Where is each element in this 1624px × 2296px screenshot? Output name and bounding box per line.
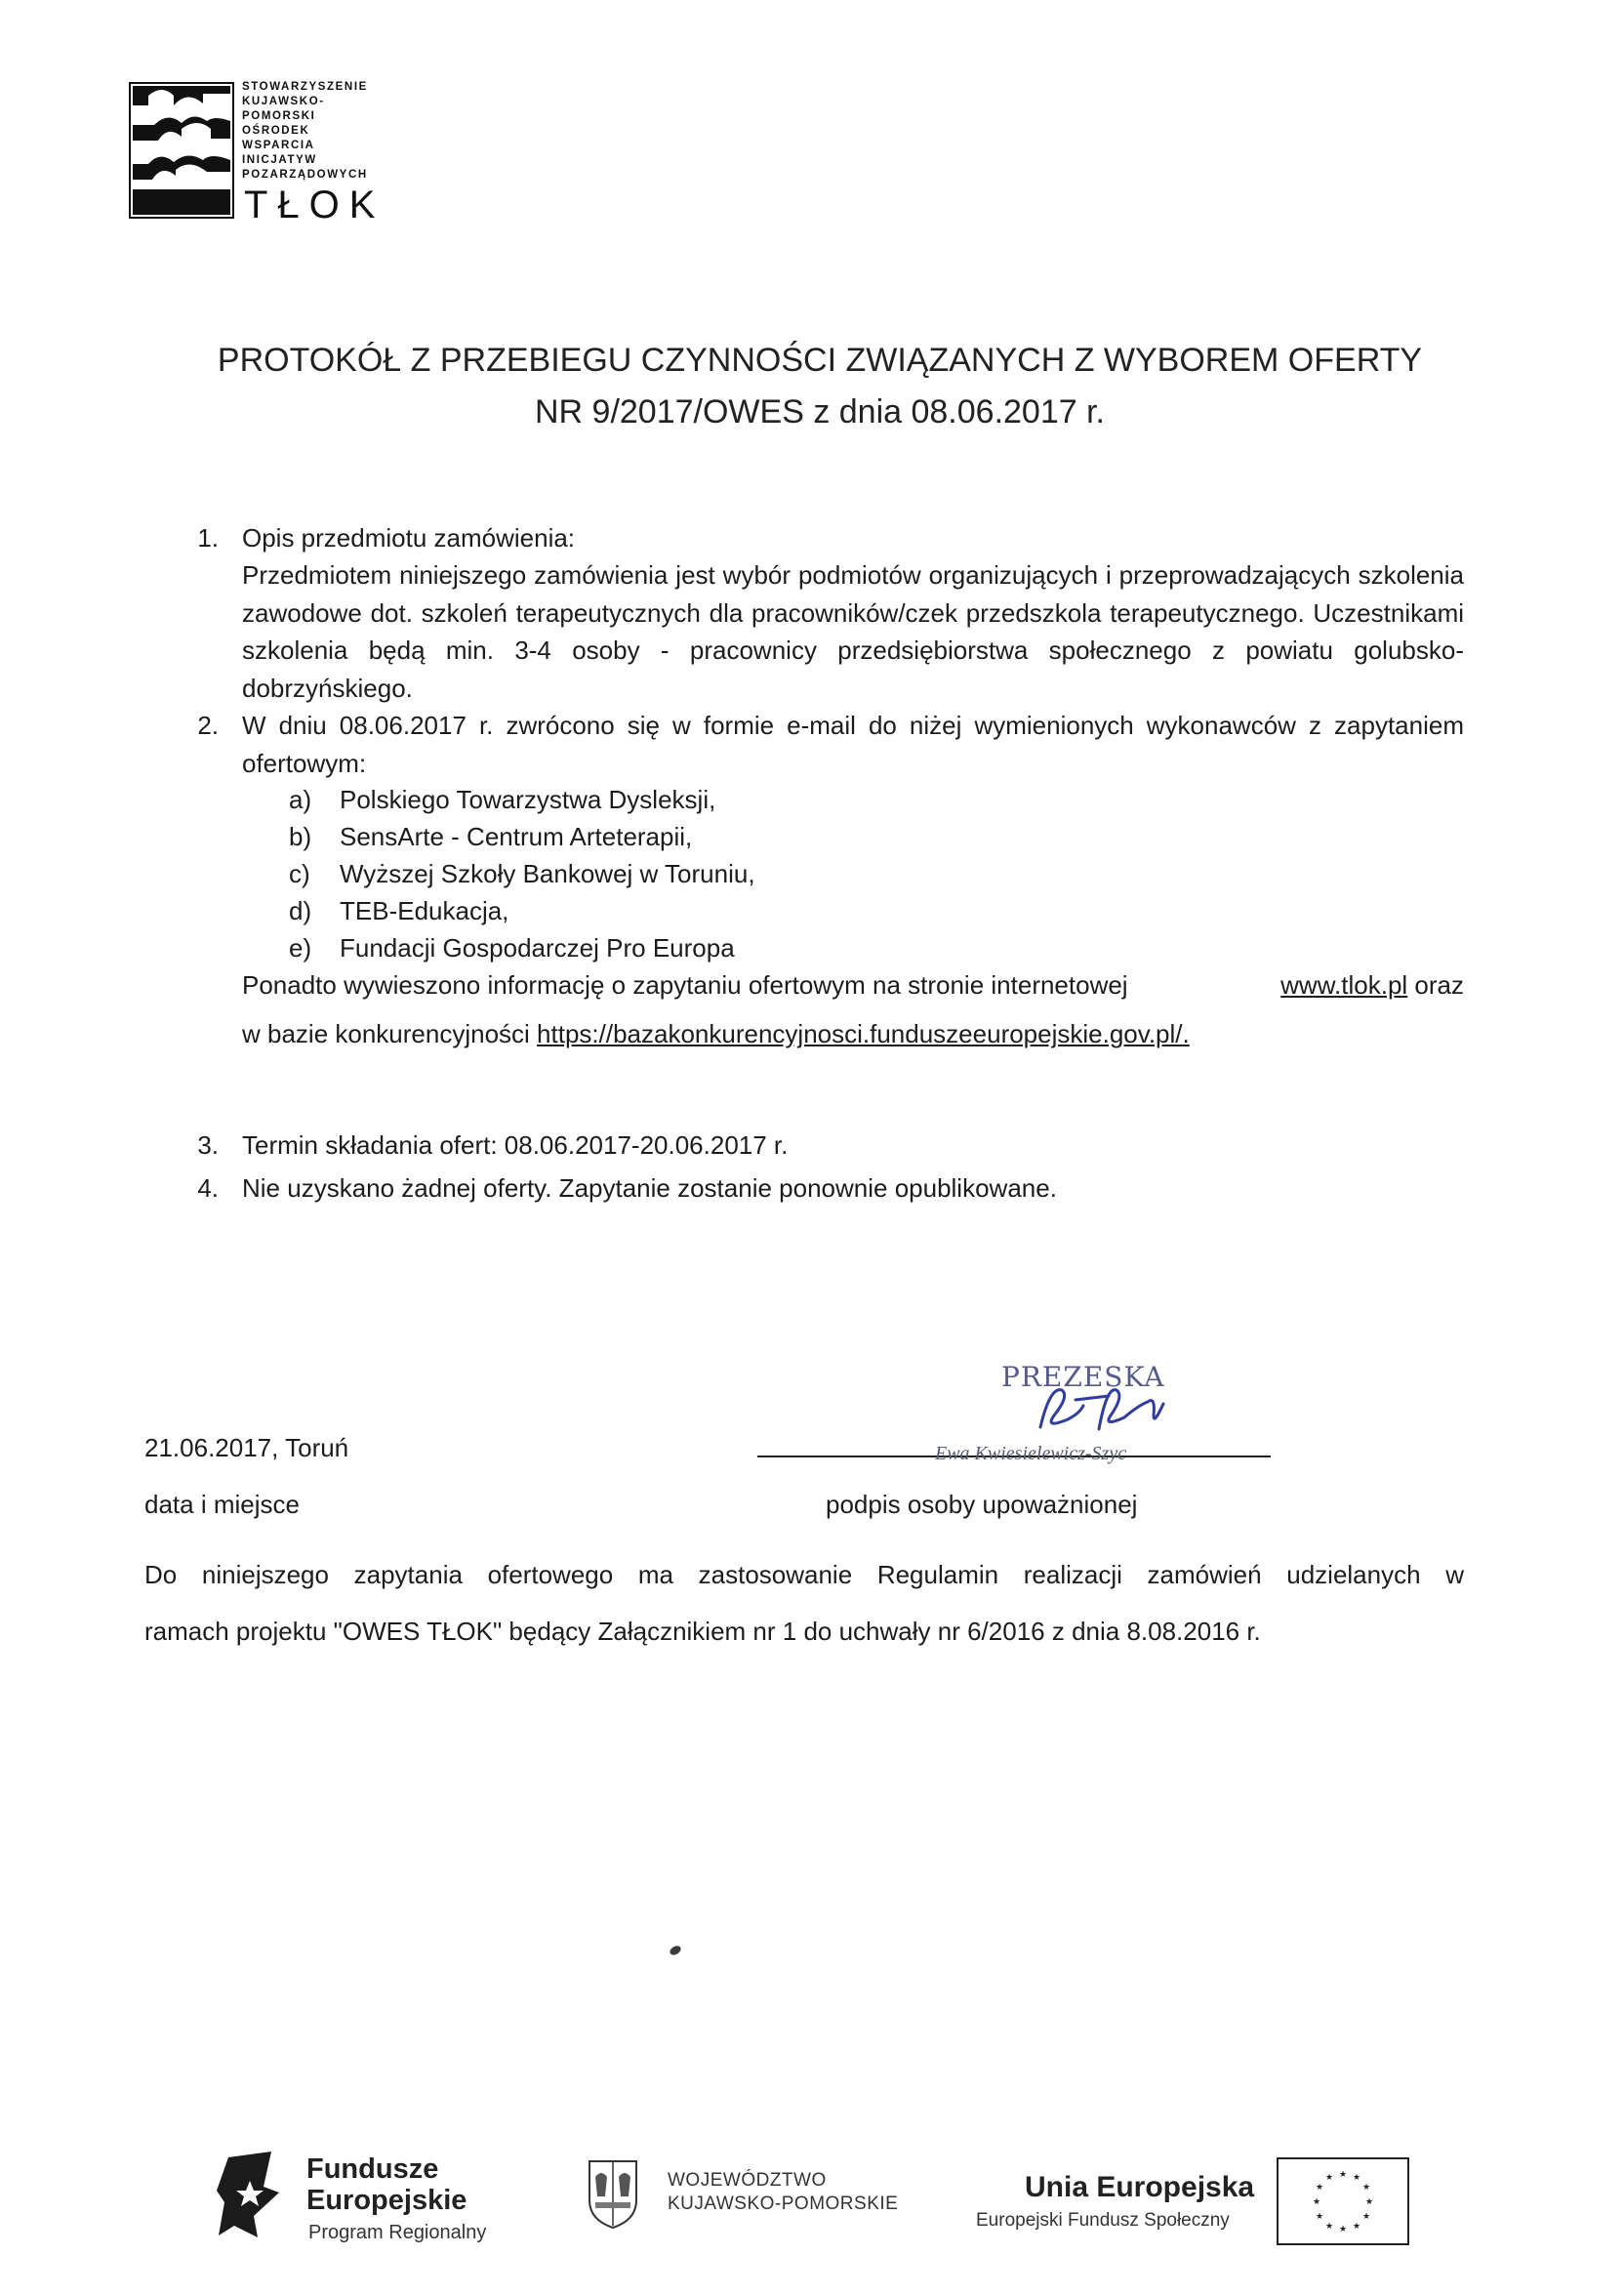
baza-link[interactable]: https://bazakonkurencyjnosci.funduszeeuropejskie.gov.pl/. [537, 1019, 1190, 1048]
fundusze-europejskie-icon [215, 2148, 285, 2241]
item-number: 4. [197, 1173, 219, 1203]
voivodeship-coat-of-arms-icon [586, 2157, 640, 2230]
svg-text:★: ★ [1338, 2170, 1348, 2180]
svg-text:★: ★ [1315, 2212, 1324, 2222]
date-place: 21.06.2017, Toruń [144, 1433, 349, 1462]
subitem-text: Wyższej Szkoły Bankowej w Toruniu, [340, 859, 755, 888]
subitem-label: e) [289, 933, 312, 963]
signature-label: podpis osoby upoważnionej [826, 1490, 1138, 1519]
subitem-text: Polskiego Towarzystwa Dysleksji, [340, 785, 716, 814]
publication-info-2 [242, 1015, 1190, 1053]
date-place-label: data i miejsce [144, 1490, 300, 1519]
document-title-line1: PROTOKÓŁ Z PRZEBIEGU CZYNNOŚCI ZWIĄZANYCH Z WYBOREM OFERTY [217, 342, 1423, 379]
woj-line2: KUJAWSKO-POMORSKIE [668, 2194, 899, 2214]
svg-text:★: ★ [1352, 2173, 1361, 2183]
publication-text: Ponadto wywieszono informację o zapytaniu ofertowym na stronie internetowej [242, 970, 1128, 1000]
logo-line: INICJATYW [242, 154, 317, 166]
subitem-label: d) [289, 896, 312, 925]
closing-line2: ramach projektu "OWES TŁOK" będący Załącznikiem nr 1 do uchwały nr 6/2016 z dnia 8.08.2016 r. [144, 1617, 1261, 1646]
woj-line1: WOJEWÓDZTWO [668, 2170, 827, 2191]
svg-text:★: ★ [1364, 2197, 1374, 2207]
logo-text [242, 80, 368, 183]
svg-text:★: ★ [1361, 2183, 1371, 2193]
logo-line: WSPARCIA [242, 140, 315, 151]
item-number: 3. [197, 1130, 219, 1160]
item-text: Termin składania ofert: 08.06.2017-20.06.2017 r. [242, 1130, 789, 1160]
logo-name: TŁOK [244, 184, 386, 226]
publication-text: w bazie konkurencyjności [242, 1019, 530, 1048]
logo-line: POMORSKI [242, 110, 316, 122]
tlok-logo-icon [129, 82, 234, 219]
svg-text:★: ★ [1324, 2222, 1334, 2232]
svg-text:★: ★ [1352, 2222, 1361, 2232]
logo-line: POZARZĄDOWYCH [242, 169, 368, 181]
fe-sub: Program Regionalny [308, 2222, 487, 2243]
logo-line: STOWARZYSZENIE [242, 81, 368, 93]
item-text: Nie uzyskano żadnej oferty. Zapytanie zostanie ponownie opublikowane. [242, 1173, 1057, 1203]
svg-text:★: ★ [1312, 2197, 1321, 2207]
ue-line1: Unia Europejska [1025, 2171, 1255, 2203]
eu-stars-icon [1279, 2159, 1407, 2243]
logo-line: OŚRODEK [242, 125, 310, 137]
svg-text:★: ★ [1361, 2212, 1371, 2222]
handwritten-signature [982, 1367, 1177, 1445]
item-text: Przedmiotem niniejszego zamówienia jest wybór podmiotów organizujących i przeprowadzających szkolenia zawodowe dot. szkoleń terapeutycznych dla pracowników/czek przedszkola terapeutycznego. Uczestnikami szkolenia będą min. 3-4 osoby - pracownicy przedsiębiorstwa społecznego z powiatu golubsko-dobrzyńskiego. [242, 560, 1464, 703]
subitem-label: b) [289, 822, 312, 851]
publication-text: oraz [1414, 970, 1464, 1000]
ue-line2: Europejski Fundusz Społeczny [976, 2210, 1230, 2231]
item-number: 1. [197, 523, 219, 553]
svg-text:★: ★ [1338, 2225, 1348, 2234]
subitem-text: SensArte - Centrum Arteterapii, [340, 822, 693, 851]
closing-line1: Do niniejszego zapytania ofertowego ma zastosowanie Regulamin realizacji zamówień udzielanych w [144, 1560, 1464, 1589]
logo-line: KUJAWSKO- [242, 96, 325, 107]
fe-line2: Europejskie [306, 2185, 467, 2216]
document-title-line2: NR 9/2017/OWES z dnia 08.06.2017 r. [534, 393, 1105, 430]
fe-line1: Fundusze [306, 2153, 439, 2185]
stamp-title: PREZESKA [1001, 1361, 1165, 1393]
svg-text:★: ★ [1324, 2173, 1334, 2183]
eu-flag-icon [1277, 2157, 1409, 2245]
scan-mark [669, 1945, 682, 1957]
subitem-text: TEB-Edukacja, [340, 896, 509, 925]
stamp-name: Ewa Kwiesielewicz-Szyc [935, 1443, 1127, 1464]
publication-info [242, 966, 1464, 1004]
svg-text:★: ★ [1315, 2183, 1324, 2193]
subitem-label: a) [289, 785, 312, 814]
item-heading: Opis przedmiotu zamówienia: [242, 523, 576, 553]
website-link[interactable]: www.tlok.pl [1280, 970, 1408, 1000]
item-number: 2. [197, 711, 219, 740]
item-text: W dniu 08.06.2017 r. zwrócono się w formie e-mail do niżej wymienionych wykonawców z zapytaniem ofertowym: [242, 711, 1464, 778]
tlok-logo [129, 76, 402, 226]
subitem-text: Fundacji Gospodarczej Pro Europa [340, 933, 735, 963]
subitem-label: c) [289, 859, 310, 888]
